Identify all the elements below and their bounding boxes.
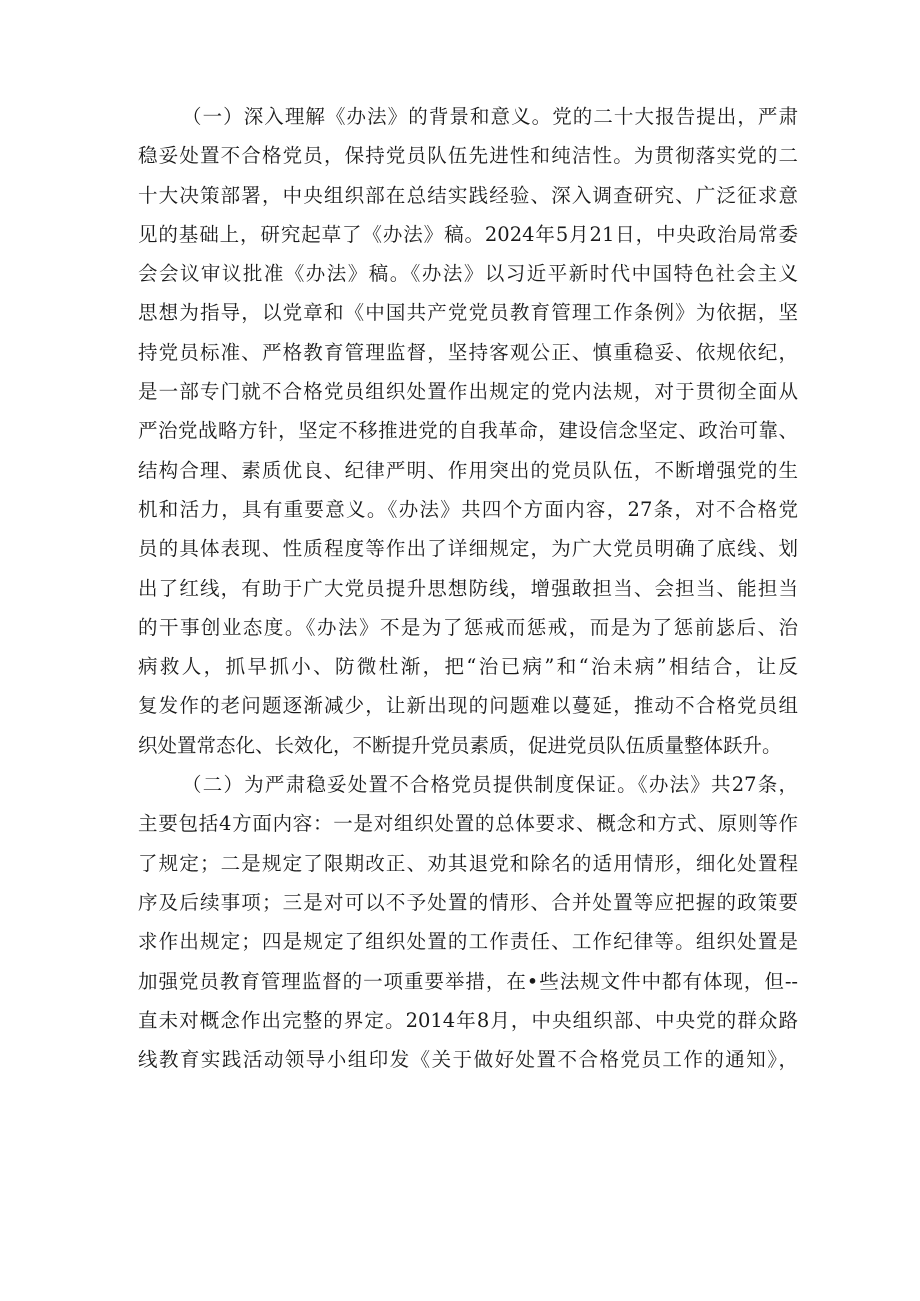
- paragraph-line: 持党员标准、严格教育管理监督，坚持客观公正、慎重稳妥、依规依纪，: [138, 340, 798, 364]
- paragraph-line: 严治党战略方针，坚定不移推进党的自我革命，建设信念坚定、政治可靠、: [138, 419, 798, 443]
- paragraph-line: 病救人，抓早抓小、防微杜渐，把“治已病”和“治未病”相结合，让反: [138, 655, 798, 679]
- paragraph-line: （一）深入理解《办法》的背景和意义。党的二十大报告提出，严肃: [182, 105, 798, 128]
- paragraph-line: 出了红线，有助于广大党员提升思想防线，增强敢担当、会担当、能担当: [138, 576, 798, 600]
- paragraph-1: [138, 97, 798, 765]
- paragraph-line: 求作出规定；四是规定了组织处置的工作责任、工作纪律等。组织处置是: [138, 930, 798, 954]
- paragraph-line: 的干事创业态度。《办法》不是为了惩戒而惩戒，而是为了惩前毖后、治: [138, 615, 798, 639]
- paragraph-line: 了规定；二是规定了限期改正、劝其退党和除名的适用情形，细化处置程: [138, 851, 798, 875]
- paragraph-line: 序及后续事项；三是对可以不予处置的情形、合并处置等应把握的政策要: [138, 890, 798, 914]
- paragraph-line: 见的基础上，研究起草了《办法》稿。2024年5月21日，中央政治局常委: [138, 222, 798, 246]
- paragraph-line: 机和活力，具有重要意义。《办法》共四个方面内容，27条，对不合格党: [138, 497, 798, 521]
- paragraph-line: 稳妥处置不合格党员，保持党员队伍先进性和纯洁性。为贯彻落实党的二: [138, 144, 798, 168]
- paragraph-line: 线教育实践活动领导小组印发《关于做好处置不合格党员工作的通知》，: [138, 1048, 798, 1072]
- paragraph-line: 十大决策部署，中央组织部在总结实践经验、深入调查研究、广泛征求意: [138, 183, 798, 207]
- paragraph-line: 直未对概念作出完整的界定。2014年8月，中央组织部、中央党的群众路: [138, 1008, 798, 1032]
- paragraph-line: 员的具体表现、性质程度等作出了详细规定，为广大党员明确了底线、划: [138, 537, 798, 561]
- paragraph-line: 复发作的老问题逐渐减少，让新出现的问题难以蔓延，推动不合格党员组: [138, 694, 798, 718]
- paragraph-line: 结构合理、素质优良、纪律严明、作用突出的党员队伍，不断增强党的生: [138, 458, 798, 482]
- paragraph-line: 会会议审议批准《办法》稿。《办法》以习近平新时代中国特色社会主义: [138, 262, 798, 286]
- paragraph-line: 主要包括4方面内容：一是对组织处置的总体要求、概念和方式、原则等作: [138, 812, 798, 836]
- document-body: [138, 97, 798, 1079]
- paragraph-line: 加强党员教育管理监督的一项重要举措，在•些法规文件中都有体现，但--: [138, 969, 798, 993]
- paragraph-line: （二）为严肃稳妥处置不合格党员提供制度保证。《办法》共27条，: [182, 773, 798, 797]
- paragraph-line: 思想为指导，以党章和《中国共产党党员教育管理工作条例》为依据，坚: [138, 301, 798, 325]
- paragraph-line: 织处置常态化、长效化，不断提升党员素质，促进党员队伍质量整体跃升。: [138, 733, 782, 757]
- paragraph-2: [138, 765, 798, 1079]
- paragraph-line: 是一部专门就不合格党员组织处置作出规定的党内法规，对于贯彻全面从: [138, 380, 798, 404]
